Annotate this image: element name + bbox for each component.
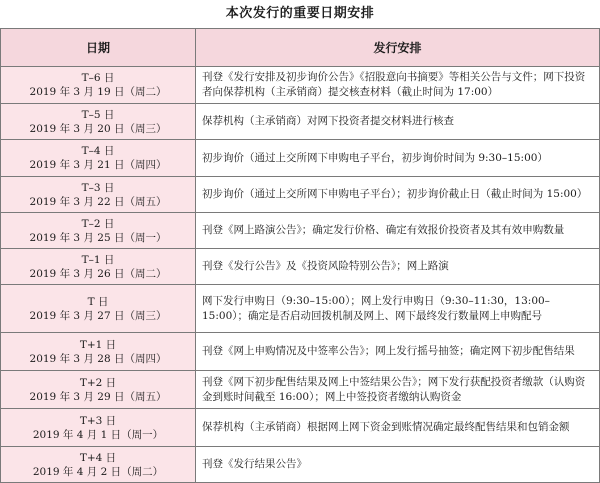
table-title: 本次发行的重要日期安排: [225, 6, 375, 21]
date-cell: [1, 67, 196, 104]
day-label: T 日: [87, 295, 109, 308]
header-row: [1, 29, 600, 67]
table-row: [1, 447, 600, 483]
date-label: 2019 年 4 月 1 日（周一）: [32, 428, 164, 441]
table-row: [1, 140, 600, 177]
date-cell: [1, 104, 196, 140]
date-cell: [1, 140, 196, 177]
day-label: T+2 日: [79, 376, 117, 389]
date-label: 2019 年 3 月 28 日（周四）: [29, 352, 167, 365]
schedule-cell: 网下发行申购日（9:30–15:00）；网上发行申购日（9:30–11:30，13:00–15:00）；确定是否启动回拨机制及网上、网下最终发行数量网上申购配号: [196, 285, 600, 333]
table-row: [1, 249, 600, 285]
date-column-header: 日期: [1, 29, 196, 67]
table-row: [1, 177, 600, 213]
date-cell: [1, 213, 196, 249]
table-row: [1, 409, 600, 447]
schedule-cell: 保荐机构（主承销商）对网下投资者提交材料进行核查: [196, 104, 600, 140]
date-cell: [1, 177, 196, 213]
date-label: 2019 年 3 月 25 日（周一）: [29, 231, 167, 244]
date-cell: [1, 409, 196, 447]
schedule-cell: 刊登《发行安排及初步询价公告》《招股意向书摘要》等相关公告与文件；网下投资者向保荐机构（主承销商）提交核查材料（截止时间为 17:00）: [196, 67, 600, 104]
day-label: T–1 日: [81, 253, 115, 266]
day-label: T–5 日: [81, 108, 115, 121]
table-row: [1, 104, 600, 140]
schedule-cell: 刊登《网上申购情况及中签率公告》；网上发行摇号抽签；确定网下初步配售结果: [196, 333, 600, 371]
date-label: 2019 年 3 月 21 日（周四）: [29, 159, 167, 171]
date-cell: [1, 285, 196, 333]
date-label: 2019 年 3 月 29 日（周五）: [29, 390, 167, 403]
table-row: [1, 285, 600, 333]
date-label: 2019 年 3 月 20 日（周三）: [29, 122, 167, 135]
schedule-cell: 刊登《发行结果公告》: [196, 447, 600, 483]
schedule-cell: 初步询价（通过上交所网下申购电子平台）；初步询价截止日（截止时间为 15:00）: [196, 177, 600, 213]
table-row: [1, 371, 600, 409]
date-label: 2019 年 3 月 27 日（周三）: [29, 309, 167, 322]
schedule-cell: 刊登《网上路演公告》；确定发行价格、确定有效报价投资者及其有效申购数量: [196, 213, 600, 249]
table-row: [1, 213, 600, 249]
day-label: T+1 日: [79, 338, 117, 351]
schedule-table: [0, 28, 600, 483]
date-cell: [1, 371, 196, 409]
date-cell: [1, 333, 196, 371]
table-row: [1, 67, 600, 104]
day-label: T–4 日: [81, 145, 115, 157]
table-row: [1, 333, 600, 371]
day-label: T–2 日: [81, 217, 115, 230]
day-label: T–6 日: [81, 72, 115, 84]
date-cell: [1, 249, 196, 285]
schedule-column-header: 发行安排: [196, 29, 600, 67]
schedule-cell: 刊登《网下初步配售结果及网上中签结果公告》；网下发行获配投资者缴款（认购资金到账时间截至 16:00）；网上中签投资者缴纳认购资金: [196, 371, 600, 409]
date-label: 2019 年 3 月 19 日（周二）: [29, 86, 167, 98]
day-label: T+4 日: [79, 451, 117, 464]
date-cell: [1, 447, 196, 483]
day-label: T+3 日: [79, 414, 117, 427]
schedule-cell: 保荐机构（主承销商）根据网上网下资金到账情况确定最终配售结果和包销金额: [196, 409, 600, 447]
schedule-cell: 初步询价（通过上交所网下申购电子平台，初步询价时间为 9:30–15:00）: [196, 140, 600, 177]
day-label: T–3 日: [81, 181, 115, 194]
date-label: 2019 年 3 月 22 日（周五）: [29, 195, 167, 208]
date-label: 2019 年 3 月 26 日（周二）: [29, 267, 167, 280]
schedule-cell: 刊登《发行公告》及《投资风险特别公告》；网上路演: [196, 249, 600, 285]
date-label: 2019 年 4 月 2 日（周二）: [32, 465, 164, 478]
